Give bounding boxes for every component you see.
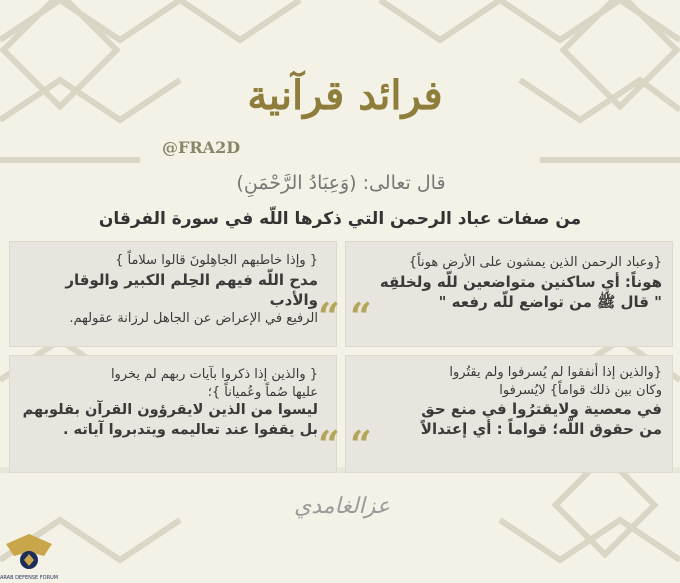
quote-mark-icon: “ xyxy=(318,422,340,467)
signature: عزالغامدي xyxy=(294,494,390,519)
card-remembrance xyxy=(10,356,340,472)
card-humility xyxy=(346,242,672,346)
forum-logo-icon xyxy=(0,530,58,583)
logo-text: ARAB DEFENSE FORUM xyxy=(0,575,58,581)
card-line: {والذين إذا أنفقوا لم يُسرفوا ولم يقتُروا xyxy=(449,365,662,380)
verse-heading: قال تعالى: (وَعِبَادُ الرَّحْمَنِ) xyxy=(236,172,446,194)
quote-mark-icon: “ xyxy=(318,294,340,339)
card-line: في معصية ولايقترُوا في منع حق xyxy=(421,400,662,419)
card-spending xyxy=(346,356,672,472)
card-line: بل يقفوا عند تعاليمه ويتدبروا آياته . xyxy=(62,421,318,438)
card-text xyxy=(366,254,662,312)
card-text xyxy=(18,252,318,328)
page-title: فرائد قرآنية xyxy=(247,72,443,119)
card-peace xyxy=(10,242,340,346)
card-text xyxy=(18,366,318,440)
card-line: الرفيع في الإعراض عن الجاهل لرزانة عقولهم. xyxy=(69,311,318,327)
card-line: " قال ﷺ من تواضع للّه رفعه " xyxy=(438,292,662,311)
card-line: هوناً: أي ساكنين متواضعين للّه ولخلقِه xyxy=(379,272,662,291)
card-line: مدح اللّه فيهم الحِلم الكبير والوقار والأدب xyxy=(65,270,318,309)
card-line: وكان بين ذلك قواماً} لايُسرفوا xyxy=(499,382,662,398)
subtitle: من صفات عباد الرحمن التي ذكرها اللّه في سورة الفرقان xyxy=(98,209,582,229)
social-handle: @FRA2D xyxy=(162,138,241,157)
card-line: { وإذا خاطبهم الجاهِلونَ قالوا سلاماً } xyxy=(115,253,318,268)
card-line: { والذين إذا ذكروا بآيات ربهم لم يخروا xyxy=(110,367,318,382)
quote-mark-icon: “ xyxy=(350,422,372,467)
quote-mark-icon: “ xyxy=(350,294,372,339)
card-text xyxy=(366,364,662,440)
card-line: عليها صُماً وعُمياناً }؛ xyxy=(207,384,318,400)
card-line: {وعباد الرحمن الذين يمشون على الأرض هوناً} xyxy=(408,255,662,270)
card-line: من حقوق اللّه؛ قواماً : أي إعتدالاً xyxy=(420,420,662,439)
card-line: ليسوا من الذين لايقرؤون القرآن بقلوبهم xyxy=(22,402,318,419)
